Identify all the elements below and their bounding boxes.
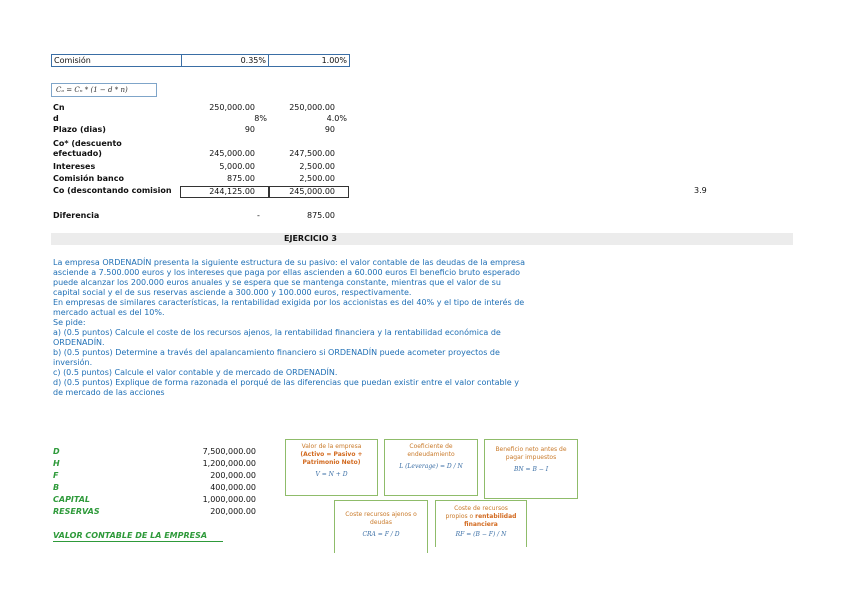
- green-value-capital: 1,000,000.00: [202, 495, 256, 504]
- diferencia-v2: 875.00: [307, 211, 335, 220]
- card-coeficiente: [384, 439, 478, 496]
- card-coste-propios-line2b: rentabilidad: [475, 513, 517, 520]
- comision-label: Comisión: [52, 55, 182, 66]
- row-plazo-v2: 90: [324, 125, 335, 134]
- paragraph-line: mercado actual es del 10%.: [53, 308, 165, 317]
- card-coste-propios-line2: propios o: [445, 513, 474, 520]
- row-label-co-star-2: efectuado): [53, 149, 102, 158]
- green-value-b: 400,000.00: [210, 483, 256, 492]
- row-label-co-star: Co* (descuento: [53, 139, 122, 148]
- green-label-h: H: [53, 459, 60, 468]
- paragraph-line: puede alcanzar los 200.000 euros anuales y se espera que se mantenga constante, mientras que el valor de su: [53, 278, 501, 287]
- row-plazo-v1: 90: [244, 125, 255, 134]
- paragraph-line: de mercado de las acciones: [53, 388, 165, 397]
- card-beneficio-neto-line2: pagar impuestos: [505, 454, 557, 461]
- diferencia-v1: -: [257, 211, 260, 220]
- green-label-capital: CAPITAL: [53, 495, 91, 504]
- green-label-f: F: [53, 471, 59, 480]
- row-comision-banco-v1: 875.00: [227, 174, 255, 183]
- paragraph-line: b) (0.5 puntos) Determine a través del apalancamiento financiero si ORDENADÍN puede acometer proyectos de: [53, 348, 500, 357]
- card-valor-empresa: [285, 439, 378, 496]
- card-beneficio-neto: [484, 439, 578, 499]
- ejercicio-bar: [51, 233, 793, 245]
- row-co-v1: 244,125.00: [209, 187, 255, 196]
- valor-contable-underline: [53, 541, 223, 542]
- row-label-plazo: Plazo (dias): [53, 125, 106, 134]
- card-coste-ajenos-formula: CRA = F / D: [362, 531, 400, 538]
- row-comision-banco-v2: 2,500.00: [299, 174, 335, 183]
- card-coste-propios-formula: RF = (B − F) / N: [455, 531, 507, 538]
- row-label-co: Co (descontando comision: [53, 186, 172, 195]
- paragraph-line: La empresa ORDENADÍN presenta la siguiente estructura de su pasivo: el valor contable de las deudas de la empresa: [53, 258, 525, 267]
- green-value-h: 1,200,000.00: [202, 459, 256, 468]
- green-value-reservas: 200,000.00: [210, 507, 256, 516]
- row-co-star-v1: 245,000.00: [209, 149, 255, 158]
- row-label-cn: Cn: [53, 103, 65, 112]
- paragraph-line: En empresas de similares características, la rentabilidad exigida por los accionistas es del 40% y el tipo de interés de: [53, 298, 525, 307]
- comision-value-1: 0.35%: [182, 55, 269, 66]
- row-d-v1: 8%: [254, 114, 267, 123]
- row-intereses-v1: 5,000.00: [219, 162, 255, 171]
- green-label-reservas: RESERVAS: [53, 507, 100, 516]
- row-intereses-v2: 2,500.00: [299, 162, 335, 171]
- green-value-d: 7,500,000.00: [202, 447, 256, 456]
- card-valor-empresa-formula: V = N + D: [315, 471, 348, 478]
- card-coeficiente-line2: endeudamiento: [407, 451, 455, 458]
- green-value-f: 200,000.00: [210, 471, 256, 480]
- row-label-intereses: Intereses: [53, 162, 96, 171]
- paragraph-line: asciende a 7.500.000 euros y los intereses que paga por ellas ascienden a 60.000 euros El beneficio bruto esperado: [53, 268, 520, 277]
- paragraph-line: inversión.: [53, 358, 93, 367]
- comision-value-2: 1.00%: [321, 56, 347, 65]
- paragraph-line: a) (0.5 puntos) Calcule el coste de los recursos ajenos, la rentabilidad financiera y la rentabilidad económica de: [53, 328, 501, 337]
- card-coste-ajenos-line2: deudas: [370, 519, 392, 526]
- card-coste-propios: [435, 500, 527, 547]
- side-value: 3.9: [694, 186, 707, 195]
- formula-box: Cₒ = Cₙ * (1 − d * n): [51, 83, 157, 97]
- valor-contable-label: VALOR CONTABLE DE LA EMPRESA: [53, 531, 208, 540]
- row-d-v2: 4.0%: [326, 114, 347, 123]
- row-cn-v1: 250,000.00: [209, 103, 255, 112]
- card-coste-ajenos-line1: Coste recursos ajenos o: [345, 511, 417, 518]
- ejercicio-title: EJERCICIO 3: [284, 234, 337, 243]
- row-cn-v2: 250,000.00: [289, 103, 335, 112]
- card-coste-propios-line3: financiera: [464, 521, 498, 528]
- card-valor-empresa-line1: Valor de la empresa: [301, 443, 362, 450]
- card-valor-empresa-line2: (Activo = Pasivo +: [300, 451, 363, 458]
- row-label-comision-banco: Comisión banco: [53, 174, 124, 183]
- exercise-paragraph: [53, 258, 573, 398]
- comision-row: [51, 54, 350, 67]
- card-coeficiente-line1: Coeficiente de: [409, 443, 453, 450]
- card-beneficio-neto-line1: Beneficio neto antes de: [495, 446, 567, 453]
- green-label-b: B: [53, 483, 60, 492]
- row-label-d: d: [53, 114, 59, 123]
- card-coste-ajenos: [334, 500, 428, 553]
- row-co-star-v2: 247,500.00: [289, 149, 335, 158]
- row-co-v2: 245,000.00: [289, 187, 335, 196]
- card-valor-empresa-line3: Patrimonio Neto): [302, 459, 361, 466]
- paragraph-line: Se pide:: [53, 318, 86, 327]
- green-label-d: D: [53, 447, 60, 456]
- diferencia-label: Diferencia: [53, 211, 100, 220]
- paragraph-line: d) (0.5 puntos) Explique de forma razonada el porqué de las diferencias que puedan existir entre el valor contable y: [53, 378, 519, 387]
- card-coeficiente-formula: L (Leverage) = D / N: [399, 463, 463, 470]
- paragraph-line: capital social y el de sus reservas asciende a 300.000 y 100.000 euros, respectivamente.: [53, 288, 412, 297]
- card-beneficio-neto-formula: BN = B − I: [513, 466, 549, 473]
- paragraph-line: ORDENADÍN.: [53, 338, 105, 347]
- paragraph-line: c) (0.5 puntos) Calcule el valor contable y de mercado de ORDENADÍN.: [53, 368, 338, 377]
- card-coste-propios-line1: Coste de recursos: [454, 505, 508, 512]
